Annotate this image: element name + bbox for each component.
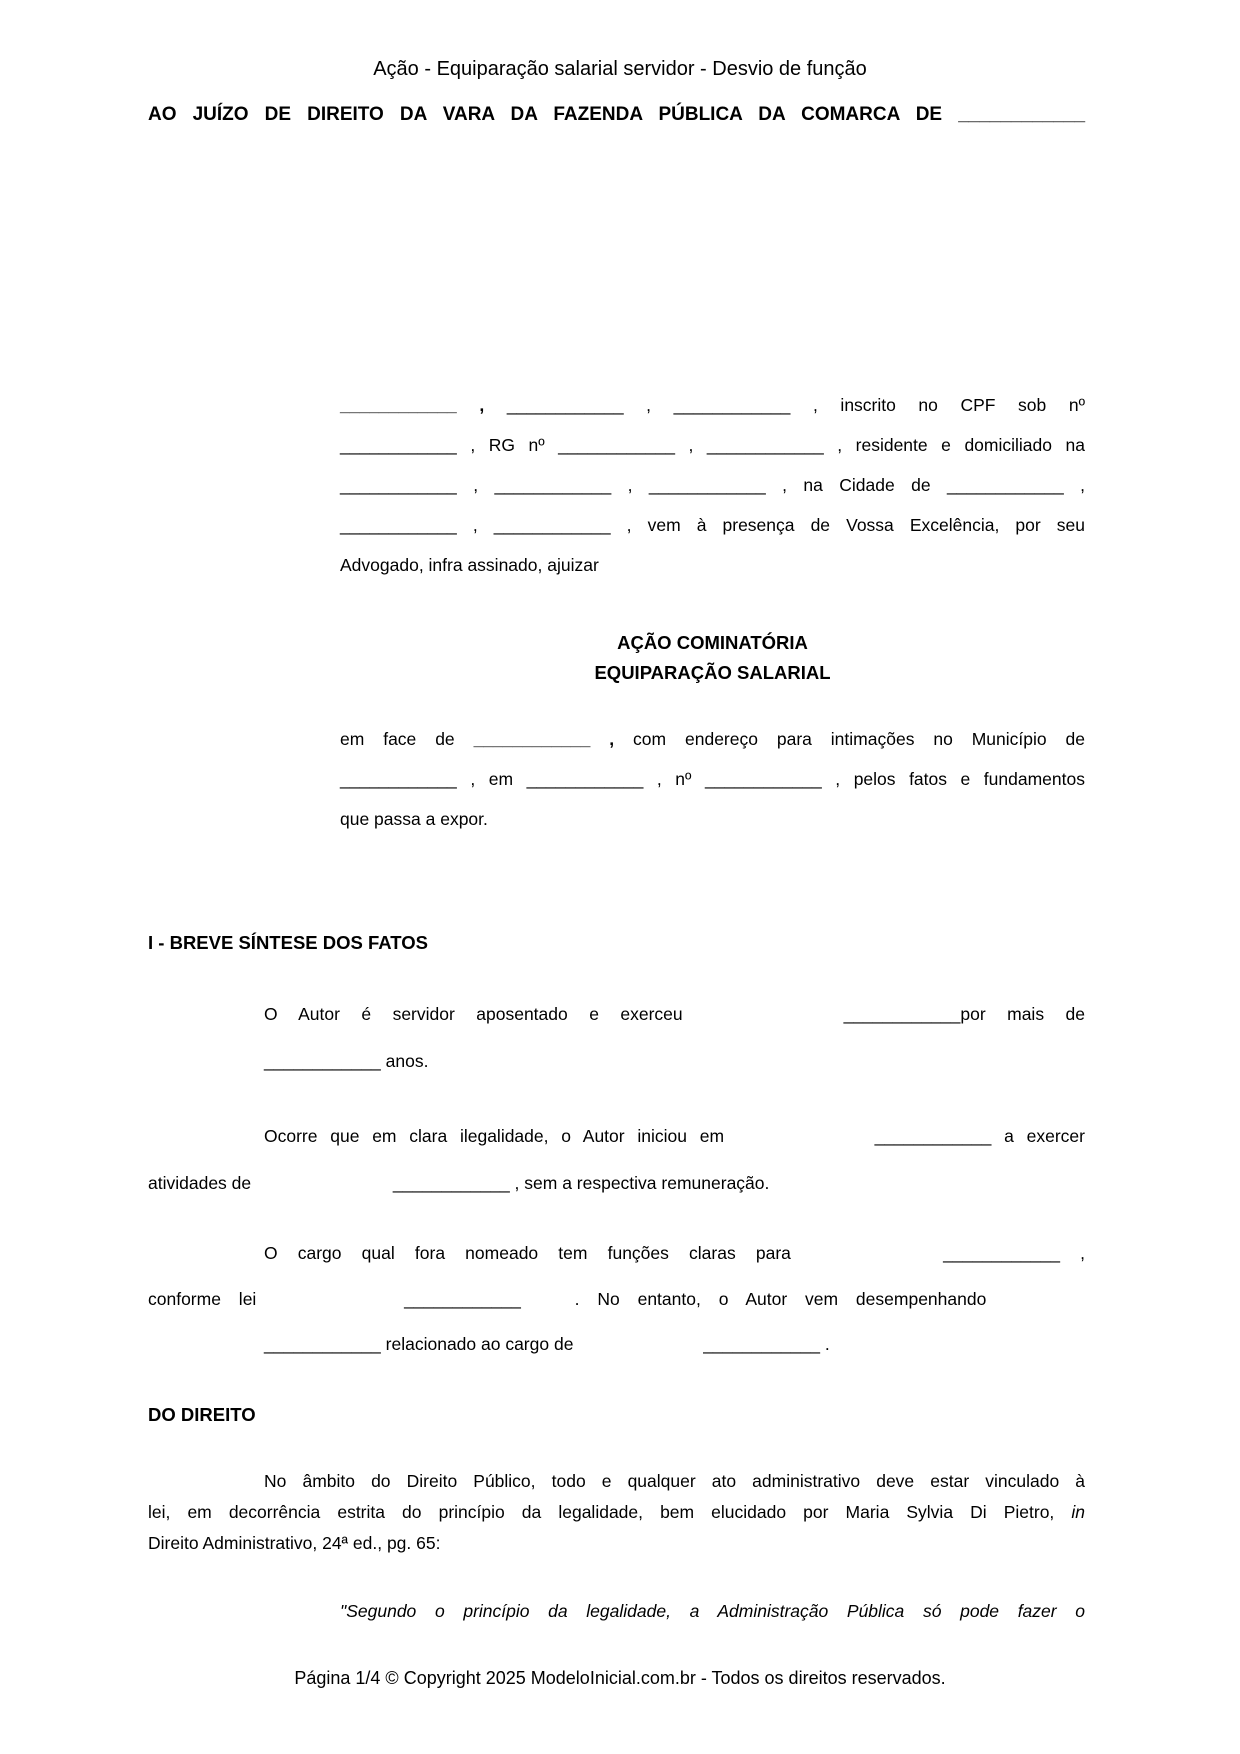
cargo-line-3 bbox=[264, 1333, 830, 1357]
section-heading-direito bbox=[148, 1404, 256, 1428]
cargo-line-1-pre: O cargo qual fora nomeado tem funções claras para bbox=[264, 1243, 791, 1263]
section-heading-fatos-text: I - BREVE SÍNTESE DOS FATOS bbox=[148, 932, 428, 953]
qualification-line-2-text: ____________ , RG nº ____________ , ____________ , residente e domiciliado na bbox=[340, 435, 1085, 455]
tab-spacer bbox=[274, 1304, 386, 1305]
doctrine-quote bbox=[340, 1600, 1085, 1624]
qualification-line-4 bbox=[340, 514, 1085, 538]
page-footer bbox=[0, 1667, 1240, 1691]
ambito-line-1 bbox=[264, 1470, 1085, 1494]
cargo-line-2 bbox=[148, 1288, 986, 1312]
cargo-line-2-pre: conforme lei bbox=[148, 1289, 257, 1309]
section-heading-direito-text: DO DIREITO bbox=[148, 1404, 256, 1425]
cargo-line-3-pre: ____________ relacionado ao cargo de bbox=[264, 1334, 574, 1354]
author-name-blank: ____________ , bbox=[340, 395, 485, 415]
cargo-line-1 bbox=[264, 1242, 1085, 1266]
ocorre-line-1 bbox=[264, 1125, 1085, 1149]
page-footer-text: Página 1/4 © Copyright 2025 ModeloInicial.com.br - Todos os direitos reservados. bbox=[294, 1668, 946, 1688]
qualification-line-4-text: ____________ , ____________ , vem à presença de Vossa Excelência, por seu bbox=[340, 515, 1085, 535]
ocorre-line-1-pre: Ocorre que em clara ilegalidade, o Autor iniciou em bbox=[264, 1126, 725, 1146]
autor-line-1-post: ____________por mais de bbox=[843, 1004, 1085, 1024]
defendant-line-1 bbox=[340, 728, 1085, 752]
autor-line-1-pre: O Autor é servidor aposentado e exerceu bbox=[264, 1004, 683, 1024]
cargo-line-3-post: ____________ . bbox=[703, 1334, 830, 1354]
cargo-line-1-post: ____________ , bbox=[943, 1243, 1085, 1263]
page-title: Ação - Equiparação salarial servidor - Desvio de função bbox=[373, 58, 867, 80]
qualification-line-1-rest: ____________ , ____________ , inscrito no CPF sob nº bbox=[506, 395, 1085, 415]
defendant-line-1-post: com endereço para intimações no Município de bbox=[633, 729, 1085, 749]
ocorre-line-2-post: ____________ , sem a respectiva remuneração. bbox=[392, 1173, 770, 1193]
ambito-line-2-pre: lei, em decorrência estrita do princípio da legalidade, bem elucidado por Maria Sylvia Di Pietro, bbox=[148, 1502, 1072, 1522]
defendant-line-3 bbox=[340, 808, 488, 832]
qualification-line-5 bbox=[340, 554, 599, 578]
ambito-line-3-text: Direito Administrativo, 24ª ed., pg. 65: bbox=[148, 1533, 441, 1553]
tab-spacer bbox=[539, 1304, 557, 1305]
cargo-line-2-post: . No entanto, o Autor vem desempenhando bbox=[574, 1289, 987, 1309]
qualification-line-5-text: Advogado, infra assinado, ajuizar bbox=[340, 555, 599, 575]
qualification-line-3 bbox=[340, 474, 1085, 498]
section-heading-fatos bbox=[148, 932, 428, 956]
defendant-line-2 bbox=[340, 768, 1085, 792]
doctrine-quote-text: "Segundo o princípio da legalidade, a Administração Pública só pode fazer o bbox=[340, 1601, 1085, 1621]
autor-line-1 bbox=[264, 1003, 1085, 1027]
ocorre-line-2-pre: atividades de bbox=[148, 1173, 252, 1193]
tab-spacer bbox=[737, 1141, 862, 1142]
ambito-line-2 bbox=[148, 1501, 1085, 1525]
autor-line-2 bbox=[264, 1050, 428, 1074]
tab-spacer bbox=[704, 1019, 822, 1020]
ocorre-line-1-post: ____________ a exercer bbox=[874, 1126, 1085, 1146]
court-heading-text: AO JUÍZO DE DIREITO DA VARA DA FAZENDA PÚBLICA DA COMARCA DE bbox=[148, 104, 943, 125]
cargo-line-2-blank: ____________ bbox=[404, 1289, 521, 1309]
autor-line-2-text: ____________ anos. bbox=[264, 1051, 429, 1071]
qualification-line-2 bbox=[340, 434, 1085, 458]
action-title-line-2-text: EQUIPARAÇÃO SALARIAL bbox=[594, 662, 831, 683]
defendant-line-2-text: ____________ , em ____________ , nº ____________ , pelos fatos e fundamentos bbox=[340, 769, 1085, 789]
tab-spacer bbox=[578, 1349, 698, 1350]
court-heading-blank: ____________ bbox=[958, 104, 1086, 125]
action-title-line-2 bbox=[340, 662, 1085, 686]
defendant-line-1-pre: em face de bbox=[340, 729, 474, 749]
defendant-line-3-text: que passa a expor. bbox=[340, 809, 488, 829]
ambito-line-3 bbox=[148, 1532, 440, 1556]
qualification-line-1 bbox=[340, 394, 1085, 418]
qualification-line-3-text: ____________ , ____________ , ____________ , na Cidade de ____________ , bbox=[340, 475, 1085, 495]
court-heading bbox=[148, 104, 1085, 128]
ambito-line-2-italic: in bbox=[1071, 1502, 1085, 1522]
defendant-name-blank: ____________ , bbox=[473, 729, 615, 749]
tab-spacer bbox=[256, 1188, 388, 1189]
tab-spacer bbox=[811, 1258, 923, 1259]
action-title-line-1-text: AÇÃO COMINATÓRIA bbox=[617, 632, 808, 653]
ocorre-line-2 bbox=[148, 1172, 769, 1196]
action-title-line-1 bbox=[340, 632, 1085, 656]
ambito-line-1-text: No âmbito do Direito Público, todo e qualquer ato administrativo deve estar vinculado à bbox=[264, 1471, 1085, 1491]
